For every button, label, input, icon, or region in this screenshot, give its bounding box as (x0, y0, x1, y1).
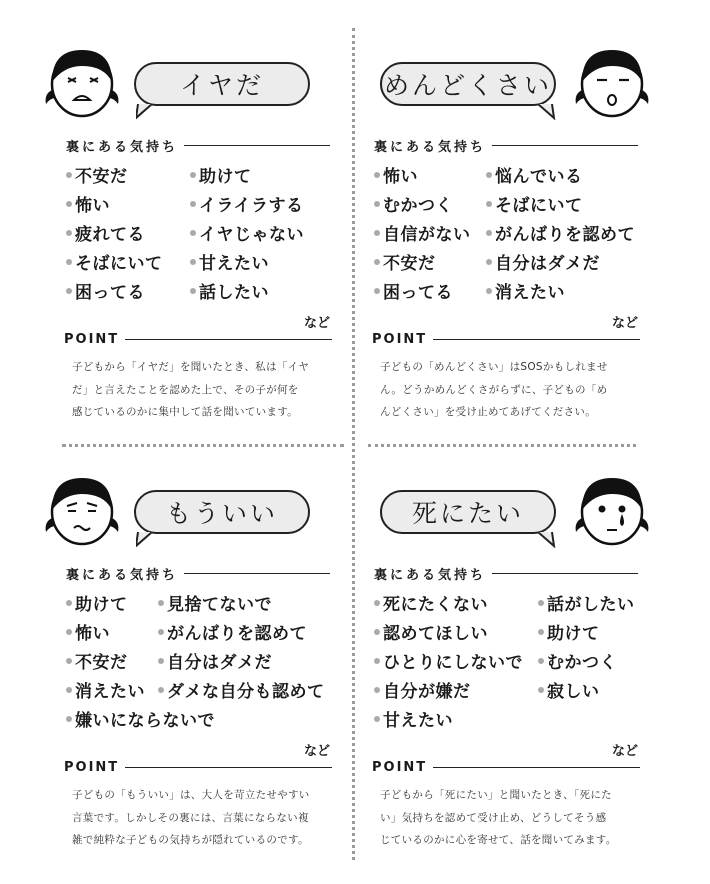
point-line: 子どもの「もういい」は、大人を苛立たせやすい (72, 789, 310, 801)
list-item: 不安だ (66, 648, 128, 673)
point-heading-label: POINT (64, 332, 120, 347)
etc-label: など (303, 744, 330, 759)
list-item: そばにいて (486, 191, 583, 216)
speech-bubble (380, 490, 556, 534)
etc-label: など (611, 316, 638, 331)
panel-mendokusai (370, 30, 642, 440)
list-item: 怖い (66, 619, 110, 644)
crying-girl-face-icon (570, 466, 654, 550)
list-item: イライラする (190, 191, 304, 216)
point-text (72, 356, 334, 424)
point-text (72, 784, 334, 852)
worried-girl-face-icon (40, 466, 124, 550)
vertical-divider (352, 28, 355, 860)
list-item: 寂しい (538, 677, 600, 702)
list-item: 消えたい (486, 278, 565, 303)
speech-bubble-tail (136, 532, 160, 548)
point-heading-label: POINT (64, 760, 120, 775)
list-item: 疲れてる (66, 220, 145, 245)
point-line: ん。どうかめんどくさがらずに、子どもの「め (380, 383, 608, 396)
list-item: 甘えたい (374, 706, 453, 731)
list-item: 認めてほしい (374, 619, 488, 644)
point-line: い」気持ちを認めて受け止め、どうしてそう感 (380, 811, 607, 824)
list-item: 怖い (66, 191, 110, 216)
list-item: 話したい (190, 278, 269, 303)
list-item: 不安だ (374, 249, 436, 274)
list-item: ひとりにしないで (374, 648, 523, 673)
list-item: そばにいて (66, 249, 163, 274)
list-item: 悩んでいる (486, 162, 583, 187)
horizontal-divider-right (368, 444, 636, 447)
feelings-heading-label: 裏にある気持ち (66, 140, 179, 155)
point-line: 子どもの「めんどくさい」はSOSかもしれませ (380, 361, 608, 373)
point-line: 子どもから「イヤだ」を聞いたとき、私は「イヤ (72, 361, 310, 373)
list-item: 助けて (538, 619, 600, 644)
tired-girl-face-icon (570, 38, 654, 122)
feelings-heading-label: 裏にある気持ち (374, 140, 487, 155)
point-line: じているのかに心を寄せて、話を聞いてみます。 (380, 834, 617, 846)
bubble-word: 死にたい (411, 499, 524, 528)
speech-bubble-tail (136, 104, 160, 120)
panel-mouii (62, 458, 334, 868)
feelings-heading-label: 裏にある気持ち (66, 568, 179, 583)
feelings-list (66, 590, 336, 740)
panel-iyada (62, 30, 334, 440)
list-item: 自分が嫌だ (374, 677, 471, 702)
list-item: 話がしたい (538, 590, 635, 615)
horizontal-divider-left (62, 444, 344, 447)
point-line: 感じているのかに集中して話を聞いています。 (72, 406, 298, 418)
point-heading-label: POINT (372, 332, 428, 347)
list-item: 助けて (190, 162, 252, 187)
list-item: 困ってる (374, 278, 453, 303)
bubble-word: イヤだ (179, 71, 264, 100)
list-item: むかつく (374, 191, 453, 216)
list-item: ダメな自分も認めて (158, 677, 325, 702)
feelings-heading-label: 裏にある気持ち (374, 568, 487, 583)
panel-shinitai (370, 458, 642, 868)
speech-bubble (134, 62, 310, 106)
point-line: 雑で純粋な子どもの気持ちが隠れているのです。 (72, 834, 309, 846)
feelings-heading (374, 136, 638, 155)
list-item: むかつく (538, 648, 617, 673)
point-heading (64, 760, 332, 775)
list-item: 不安だ (66, 162, 128, 187)
speech-bubble-tail (532, 104, 556, 120)
list-item: 自分はダメだ (158, 648, 272, 673)
list-item: 困ってる (66, 278, 145, 303)
speech-bubble (134, 490, 310, 534)
point-text (380, 784, 642, 852)
speech-bubble-tail (532, 532, 556, 548)
point-line: だ」と言えたことを認めた上で、その子が何を (72, 383, 299, 396)
point-heading (372, 760, 640, 775)
bubble-word: もういい (165, 499, 278, 528)
list-item: がんばりを認めて (486, 220, 635, 245)
feelings-list (374, 590, 644, 740)
list-item: 甘えたい (190, 249, 269, 274)
etc-label: など (303, 316, 330, 331)
list-item: 自分はダメだ (486, 249, 600, 274)
point-heading-label: POINT (372, 760, 428, 775)
list-item: がんばりを認めて (158, 619, 307, 644)
list-item: 嫌いにならないで (66, 706, 215, 731)
point-line: 子どもから「死にたい」と聞いたとき、「死にた (380, 789, 612, 801)
bubble-word: めんどくさい (383, 71, 552, 100)
list-item: 見捨てないで (158, 590, 272, 615)
list-item: 消えたい (66, 677, 145, 702)
feelings-heading (374, 564, 638, 583)
feelings-list (66, 162, 336, 312)
angry-girl-face-icon (40, 38, 124, 122)
etc-label: など (611, 744, 638, 759)
point-heading (372, 332, 640, 347)
list-item: イヤじゃない (190, 220, 304, 245)
list-item: 死にたくない (374, 590, 488, 615)
feelings-heading (66, 564, 330, 583)
point-line: 言葉です。しかしその裏には、言葉にならない複 (72, 811, 309, 824)
point-heading (64, 332, 332, 347)
list-item: 怖い (374, 162, 418, 187)
speech-bubble (380, 62, 556, 106)
list-item: 助けて (66, 590, 128, 615)
feelings-list (374, 162, 644, 312)
feelings-heading (66, 136, 330, 155)
list-item: 自信がない (374, 220, 471, 245)
point-text (380, 356, 642, 424)
point-line: んどくさい」を受け止めてあげてください。 (380, 406, 596, 418)
